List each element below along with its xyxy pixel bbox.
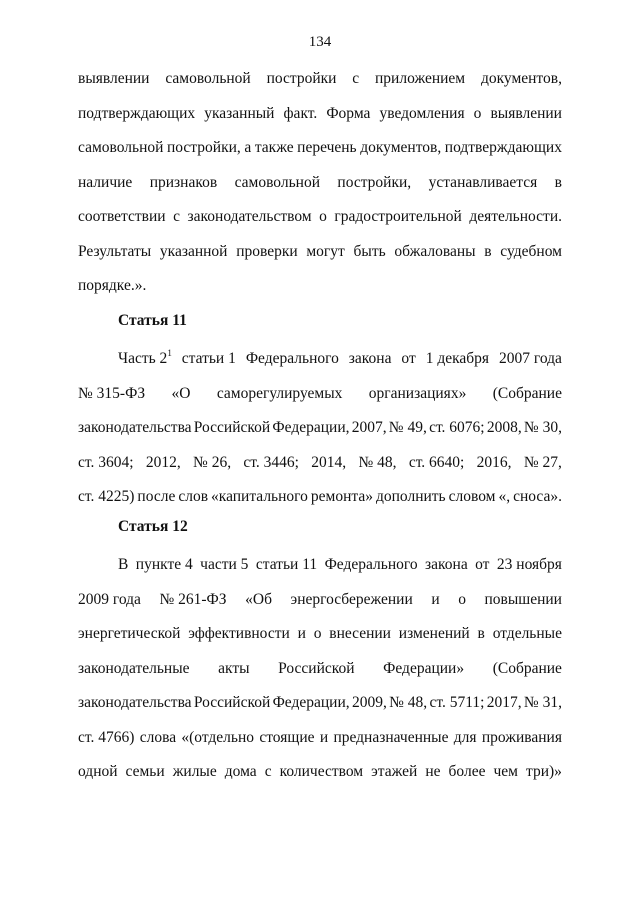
word: ремонта»	[310, 488, 373, 505]
word: отдельные	[492, 625, 562, 642]
word: № 48,	[358, 453, 397, 471]
word: № 31,	[523, 694, 562, 711]
word: № 261-ФЗ	[159, 590, 227, 608]
word: для	[453, 728, 477, 746]
text-line	[78, 131, 562, 166]
article-11-part-label: Часть $2^1$	[118, 348, 172, 367]
word: ст. 5711;	[429, 694, 485, 711]
word: в	[484, 242, 492, 260]
word: ст. 4225)	[78, 488, 135, 505]
word: в	[477, 625, 485, 642]
word: наличие	[78, 173, 133, 191]
word: саморегулируемых	[216, 384, 343, 402]
word: одной	[78, 763, 118, 780]
word: градостроительной	[334, 208, 462, 225]
word: с	[173, 208, 181, 225]
text-line	[78, 721, 562, 756]
word: «Об	[245, 590, 272, 608]
word: документов,	[360, 139, 442, 156]
article-12-heading: Статья 12	[118, 518, 188, 535]
text-line	[78, 446, 562, 481]
word: от	[401, 350, 416, 367]
text-line	[78, 617, 562, 652]
word: 1 декабря	[425, 350, 490, 367]
word: Федерального	[245, 350, 339, 367]
word: факт.	[283, 104, 318, 122]
word: Российской	[278, 659, 355, 677]
word: устанавливается	[428, 173, 538, 191]
word: выявлении	[78, 70, 150, 87]
word: 2017,	[486, 694, 522, 711]
text-line	[78, 235, 562, 270]
word: № 30,	[523, 419, 562, 436]
word: пункте 4	[135, 556, 193, 573]
word: слова	[139, 728, 177, 746]
word: «(отдельно	[181, 728, 255, 746]
text-line	[78, 652, 562, 687]
word: указанной	[159, 242, 228, 260]
word: подтверждающих	[78, 104, 196, 122]
text-line	[78, 166, 562, 201]
article-12-body	[78, 548, 562, 790]
word: сноса».	[513, 488, 562, 505]
word: и	[431, 590, 440, 608]
word: от	[475, 556, 490, 573]
word: Федерации,	[272, 694, 350, 711]
word: Федерального	[324, 556, 418, 573]
word: «О	[171, 384, 191, 402]
word: соответствии	[78, 208, 166, 225]
word: постройки,	[337, 173, 412, 191]
word: (Собрание	[492, 659, 562, 677]
word: подтверждающих	[444, 139, 562, 156]
text-line	[78, 200, 562, 235]
word: 2016,	[476, 453, 512, 471]
word: ст. 6076;	[429, 419, 485, 436]
word: дома	[224, 763, 257, 780]
word: количеством	[279, 763, 364, 780]
word: «капитального	[211, 488, 308, 505]
word: проживания	[481, 728, 562, 746]
word: 2007 года	[499, 350, 562, 367]
word: быть	[353, 242, 386, 260]
word: законодательства	[78, 419, 192, 436]
word: Российской	[193, 694, 271, 711]
word: о	[319, 208, 327, 225]
word: самовольной	[234, 173, 320, 191]
word: внесении	[329, 625, 391, 642]
word: также	[254, 139, 294, 156]
word: № 315-ФЗ	[78, 384, 146, 402]
text-line	[78, 411, 562, 446]
article-11-first-line	[78, 342, 562, 377]
text-line	[78, 269, 562, 304]
word: деятельности.	[469, 208, 562, 225]
word: организациях»	[368, 384, 467, 402]
word: более	[448, 763, 486, 780]
word: № 26,	[193, 453, 232, 471]
word: постройки,	[167, 139, 241, 156]
word: энергетической	[78, 625, 181, 642]
word: ст. 4766)	[78, 728, 135, 746]
word: указанный	[204, 104, 275, 122]
word: самовольной	[78, 139, 164, 156]
word: дополнить	[375, 488, 446, 505]
word: о	[458, 590, 466, 608]
text-line	[78, 686, 562, 721]
word: закона	[425, 556, 468, 573]
word: 2009,	[351, 694, 387, 711]
word: повышении	[484, 590, 562, 608]
word: проверки	[236, 242, 298, 260]
word: № 49,	[388, 419, 427, 436]
word: ст. 6640;	[408, 453, 465, 471]
text-line	[78, 97, 562, 132]
word: семьи	[125, 763, 165, 780]
word: эффективности	[188, 625, 290, 642]
article-11-heading: Статья 11	[118, 312, 187, 329]
word: судебном	[500, 242, 562, 260]
paragraph-continuation	[78, 62, 562, 304]
word: обжалованы	[394, 242, 476, 260]
word: выявлении	[490, 104, 562, 122]
word: закона	[348, 350, 392, 367]
word: законодательства	[78, 694, 192, 711]
word: № 27,	[523, 453, 562, 471]
word: ст. 3604;	[78, 453, 134, 471]
word: приложением	[375, 70, 466, 87]
word: Форма	[326, 104, 371, 122]
article-11-body	[78, 342, 562, 515]
text-line	[78, 62, 562, 97]
word: три)»	[526, 763, 562, 780]
word: этажей	[371, 763, 418, 780]
text-line	[78, 480, 562, 515]
word: перечень	[297, 139, 357, 156]
word: стоящие	[259, 728, 315, 746]
word: (Собрание	[492, 384, 562, 402]
word: а	[244, 139, 252, 156]
word: в	[554, 173, 562, 191]
word: акты	[218, 659, 250, 677]
word: о	[473, 104, 482, 122]
word: статьи 11	[255, 556, 318, 573]
word: могут	[306, 242, 345, 260]
word: чем	[493, 763, 518, 780]
word: законодательством	[187, 208, 312, 225]
text-line	[78, 377, 562, 412]
word: документов,	[480, 70, 562, 87]
superscript-1: 1	[167, 348, 172, 358]
word: статьи 1	[181, 350, 236, 367]
word: Федерации»	[383, 659, 465, 677]
word: изменений	[398, 625, 470, 642]
word: «,	[498, 488, 511, 505]
word: словом	[448, 488, 496, 505]
word: самовольной	[165, 70, 251, 87]
word: ст. 3446;	[243, 453, 299, 471]
word: слов	[178, 488, 209, 505]
word: уведомления	[379, 104, 465, 122]
word: 2012,	[145, 453, 181, 471]
word: 23 ноября	[496, 556, 562, 573]
word: и	[319, 728, 329, 746]
word: энергосбережении	[290, 590, 413, 608]
page-number: 134	[308, 34, 332, 50]
word: Результаты	[78, 242, 152, 260]
word: с	[352, 70, 360, 87]
word: предназначенные	[333, 728, 449, 746]
word: признаков	[149, 173, 218, 191]
word: 2008,	[486, 419, 522, 436]
word: и	[297, 625, 306, 642]
word: № 48,	[389, 694, 428, 711]
word: после	[137, 488, 176, 505]
word: Федерации,	[272, 419, 350, 436]
word: с	[264, 763, 272, 780]
word: порядке.».	[78, 277, 147, 294]
word: В	[118, 556, 129, 573]
word: 2007,	[351, 419, 387, 436]
word: 2009 года	[78, 590, 141, 608]
word: жилые	[172, 763, 217, 780]
word: постройки	[266, 70, 337, 87]
word: Российской	[193, 419, 271, 436]
word: 2014,	[311, 453, 347, 471]
text-line	[78, 548, 562, 583]
word: части 5	[200, 556, 249, 573]
word: не	[425, 763, 441, 780]
word: законодательные	[78, 659, 190, 677]
word: о	[313, 625, 322, 642]
text-line	[78, 755, 562, 790]
text-line	[78, 583, 562, 618]
